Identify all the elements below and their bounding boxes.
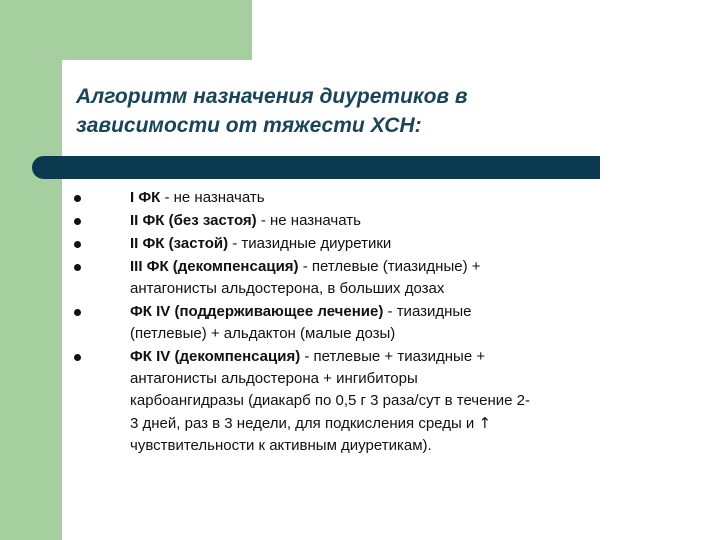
- item-line: [130, 346, 674, 368]
- arrow-up-icon: ↑: [478, 414, 492, 432]
- bullet-icon: [74, 218, 81, 225]
- item-continuation: антагонисты альдостерона, в больших дозах: [130, 280, 445, 297]
- item-line: [130, 256, 674, 278]
- item-continuation: карбоангидразы (диакарб по 0,5 г 3 раза/сут в течение 2-: [130, 392, 530, 409]
- item-line: [130, 187, 674, 209]
- bullet-icon: [74, 354, 81, 361]
- item-heading: ФК IV (поддерживающее лечение): [130, 303, 384, 320]
- title-divider-bar: [32, 156, 600, 179]
- item-line: [130, 210, 674, 232]
- item-continuation: [130, 412, 674, 435]
- title-line-1: Алгоритм назначения диуретиков в: [76, 85, 468, 108]
- item-text: - петлевые + тиазидные +: [300, 348, 486, 365]
- list-item-5: [74, 301, 674, 345]
- bullet-icon: [74, 241, 81, 248]
- list-item-4: [74, 256, 674, 300]
- item-continuation: (петлевые) + альдактон (малые дозы): [130, 325, 396, 342]
- green-left-strip: [0, 0, 62, 540]
- item-text: - тиазидные: [383, 303, 472, 320]
- item-heading: III ФК (декомпенсация): [130, 258, 299, 275]
- item-line: [130, 233, 674, 255]
- item-continuation: антагонисты альдостерона + ингибиторы: [130, 370, 418, 387]
- title-line-2: зависимости от тяжести ХСН:: [76, 114, 422, 137]
- item-heading: ФК IV (декомпенсация): [130, 348, 301, 365]
- bullet-icon: [74, 264, 81, 271]
- item-continuation-text: 3 дней, раз в 3 недели, для подкисления среды и: [130, 415, 479, 432]
- item-text: - тиазидные диуретики: [228, 235, 392, 252]
- item-text: - не назначать: [160, 189, 265, 206]
- item-heading: I ФК: [130, 189, 161, 206]
- list-item-1: [74, 187, 674, 209]
- list-item-6: [74, 346, 674, 457]
- item-text: - не назначать: [256, 212, 361, 229]
- list-item-2: [74, 210, 674, 232]
- bullet-icon: [74, 195, 81, 202]
- slide-title: [76, 82, 676, 140]
- diuretic-list: [74, 187, 674, 458]
- list-item-3: [74, 233, 674, 255]
- bullet-icon: [74, 309, 81, 316]
- item-heading: II ФК (застой): [130, 235, 229, 252]
- item-line: [130, 301, 674, 323]
- item-text: - петлевые (тиазидные) +: [298, 258, 481, 275]
- item-heading: II ФК (без застоя): [130, 212, 257, 229]
- item-continuation: чувствительности к активным диуретикам).: [130, 437, 432, 454]
